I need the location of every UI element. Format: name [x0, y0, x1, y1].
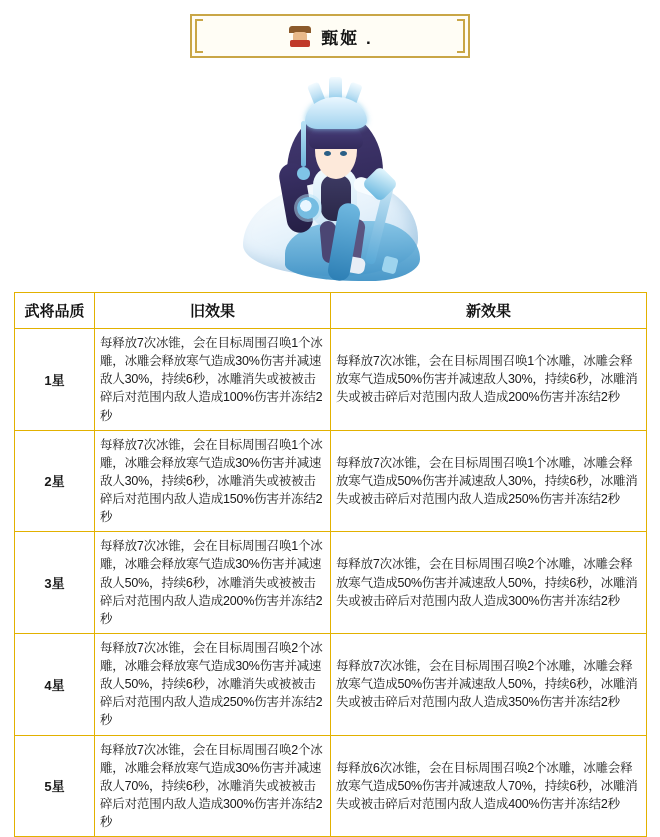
- table-header-row: [15, 293, 647, 329]
- cell-new-effect: 每释放6次冰锥，会在目标周围召唤2个冰雕，冰雕会释放寒气造成50%伤害并减速敌人70%，持续6秒，冰雕消失或被击碎后对范围内敌人造成400%伤害并冻结2秒: [331, 735, 647, 837]
- title-banner-inner: [287, 24, 372, 49]
- character-illustration-container: [0, 64, 660, 286]
- table-row: [15, 329, 647, 431]
- character-eye-left: [324, 151, 331, 156]
- cell-old-effect: 每释放7次冰锥，会在目标周围召唤1个冰雕，冰雕会释放寒气造成30%伤害并减速敌人30%，持续6秒，冰雕消失或被被击碎后对范围内敌人造成150%伤害并冻结2秒: [95, 430, 331, 532]
- cell-old-effect: 每释放7次冰锥，会在目标周围召唤2个冰雕，冰雕会释放寒气造成30%伤害并减速敌人50%，持续6秒，冰雕消失或被被击碎后对范围内敌人造成250%伤害并冻结2秒: [95, 633, 331, 735]
- cell-old-effect: 每释放7次冰锥，会在目标周围召唤2个冰雕，冰雕会释放寒气造成30%伤害并减速敌人70%，持续6秒，冰雕消失或被被击碎后对范围内敌人造成300%伤害并冻结2秒: [95, 735, 331, 837]
- cell-quality: 5星: [15, 735, 95, 837]
- table-row: [15, 633, 647, 735]
- column-header-quality: 武将品质: [15, 293, 95, 329]
- cell-quality: 4星: [15, 633, 95, 735]
- column-header-new-effect: 新效果: [331, 293, 647, 329]
- table-row: [15, 430, 647, 532]
- table-body: [15, 329, 647, 837]
- character-rose-ornament: [297, 197, 319, 219]
- skill-table-container: [0, 286, 660, 837]
- cell-quality: 2星: [15, 430, 95, 532]
- cell-quality: 3星: [15, 532, 95, 634]
- cell-old-effect: 每释放7次冰锥，会在目标周围召唤1个冰雕，冰雕会释放寒气造成30%伤害并减速敌人30%，持续6秒，冰雕消失或被被击碎后对范围内敌人造成100%伤害并冻结2秒: [95, 329, 331, 431]
- title-banner: [190, 14, 470, 58]
- cell-new-effect: 每释放7次冰锥，会在目标周围召唤2个冰雕，冰雕会释放寒气造成50%伤害并减速敌人50%，持续6秒，冰雕消失或被击碎后对范围内敌人造成300%伤害并冻结2秒: [331, 532, 647, 634]
- skill-comparison-table: [14, 292, 647, 837]
- table-row: [15, 532, 647, 634]
- title-banner-container: [0, 0, 660, 58]
- character-tassel-bead: [297, 167, 310, 180]
- character-tassel: [301, 121, 306, 167]
- cell-new-effect: 每释放7次冰锥，会在目标周围召唤1个冰雕，冰雕会释放寒气造成50%伤害并减速敌人30%，持续6秒，冰雕消失或被击碎后对范围内敌人造成250%伤害并冻结2秒: [331, 430, 647, 532]
- character-illustration: [225, 71, 435, 286]
- table-row: [15, 735, 647, 837]
- character-eye-right: [340, 151, 347, 156]
- page-title: 甄姬 .: [321, 28, 373, 48]
- cell-new-effect: 每释放7次冰锥，会在目标周围召唤2个冰雕，冰雕会释放寒气造成50%伤害并减速敌人50%，持续6秒，冰雕消失或被击碎后对范围内敌人造成350%伤害并冻结2秒: [331, 633, 647, 735]
- cell-quality: 1星: [15, 329, 95, 431]
- table-head: [15, 293, 647, 329]
- column-header-old-effect: 旧效果: [95, 293, 331, 329]
- cell-new-effect: 每释放7次冰锥，会在目标周围召唤1个冰雕，冰雕会释放寒气造成50%伤害并减速敌人30%，持续6秒，冰雕消失或被击碎后对范围内敌人造成200%伤害并冻结2秒: [331, 329, 647, 431]
- hero-portrait-icon: [287, 25, 313, 47]
- cell-old-effect: 每释放7次冰锥，会在目标周围召唤1个冰雕，冰雕会释放寒气造成30%伤害并减速敌人50%，持续6秒，冰雕消失或被被击碎后对范围内敌人造成200%伤害并冻结2秒: [95, 532, 331, 634]
